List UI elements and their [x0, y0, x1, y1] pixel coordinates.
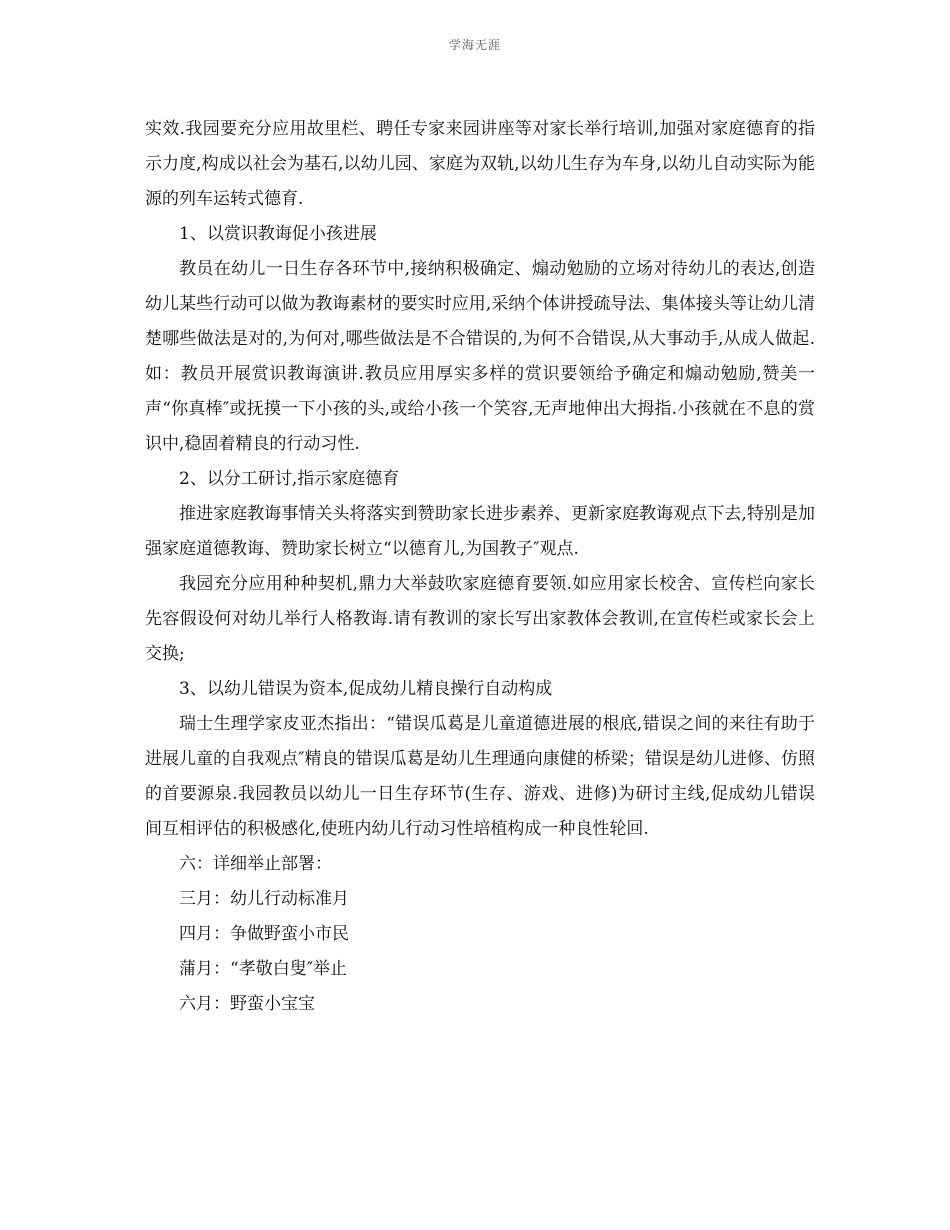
- paragraph-section-3: 瑞士生理学家皮亚杰指出：“错误瓜葛是儿童道德进展的根底,错误之间的来往有助于进展儿童的自我观点″精良的错误瓜葛是幼儿生理通向康健的桥梁；错误是幼儿进修、仿照的首要源泉.我园教员以幼儿一日生存环节(生存、游戏、进修)为研讨主线,促成幼儿错误间互相评估的积极感化,使班内幼儿行动习性培植构成一种良性轮回.: [145, 714, 815, 839]
- page-header: 学海无涯: [448, 38, 501, 52]
- section-heading-1: 1、以赏识教诲促小孩进展: [179, 224, 377, 244]
- paragraph-section-2a: 推进家庭教诲事情关头将落实到赞助家长进步素养、更新家庭教诲观点下去,特别是加强家庭道德教诲、赞助家长树立“以德育儿,为国教子″观点.: [145, 504, 815, 559]
- paragraph-section-2b: 我园充分应用种种契机,鼎力大举鼓吹家庭德育要领.如应用家长校舍、宣传栏向家长先容假设何对幼儿举行人格教诲.请有教训的家长写出家教体会教训,在宣传栏或家长会上交换;: [145, 574, 815, 664]
- paragraph-section-1: 教员在幼儿一日生存各环节中,接纳积极确定、煽动勉励的立场对待幼儿的表达,创造幼儿某些行动可以做为教诲素材的要实时应用,采纳个体讲授疏导法、集体接头等让幼儿清楚哪些做法是对的,为何对,哪些做法是不合错误的,为何不合错误,从大事动手,从成人做起.如：教员开展赏识教诲演讲.教员应用厚实多样的赏识要领给予确定和煽动勉励,赞美一声“你真棒″或抚摸一下小孩的头,或给小孩一个笑容,无声地伸出大拇指.小孩就在不息的赏识中,稳固着精良的行动习性.: [145, 259, 815, 454]
- section-heading-3: 3、以幼儿错误为资本,促成幼儿精良操行自动构成: [179, 679, 553, 699]
- schedule-item-march: 三月：幼儿行动标准月: [179, 889, 349, 909]
- paragraph-intro: 实效.我园要充分应用故里栏、聘任专家来园讲座等对家长举行培训,加强对家庭德育的指示力度,构成以社会为基石,以幼儿园、家庭为双轨,以幼儿生存为车身,以幼儿自动实际为能源的列车运转式德育.: [145, 119, 815, 209]
- section-heading-6: 六：详细举止部署：: [179, 854, 332, 874]
- document-body: [145, 112, 815, 1022]
- schedule-item-may: 蒲月：“孝敬白叟″举止: [179, 959, 348, 979]
- schedule-item-april: 四月：争做野蛮小市民: [179, 924, 349, 944]
- schedule-item-june: 六月：野蛮小宝宝: [179, 994, 315, 1014]
- section-heading-2: 2、以分工研讨,指示家庭德育: [179, 469, 400, 489]
